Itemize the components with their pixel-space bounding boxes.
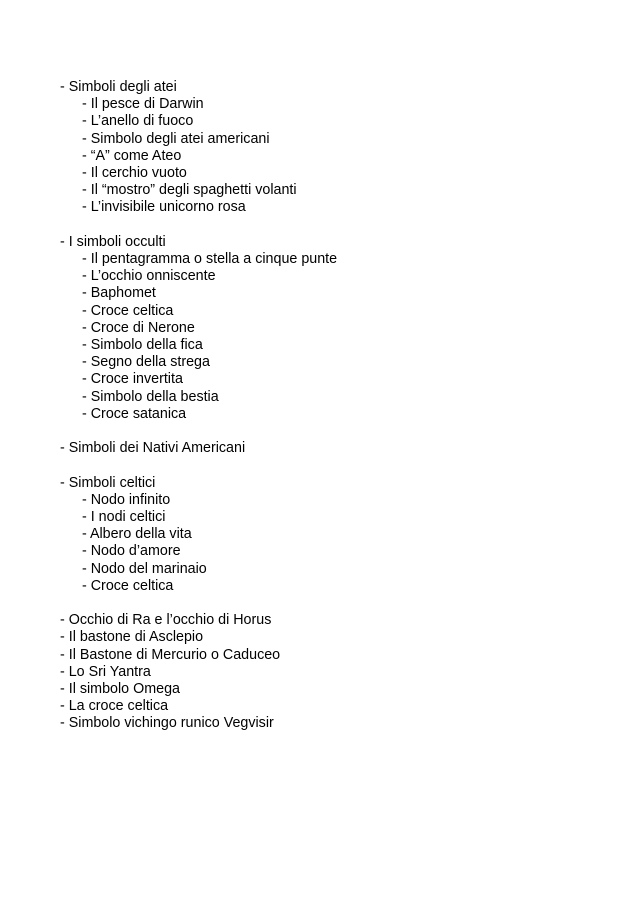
section-atheist-symbols bbox=[60, 79, 620, 217]
spacer bbox=[60, 217, 620, 234]
list-item: - “A” come Ateo bbox=[82, 147, 182, 164]
section-title: - Simboli celtici bbox=[60, 474, 156, 491]
section-occult-symbols bbox=[60, 234, 620, 423]
list-item: - I nodi celtici bbox=[82, 509, 166, 526]
list-item: - L’invisibile unicorno rosa bbox=[82, 199, 246, 216]
document-content bbox=[60, 79, 620, 733]
final-symbol-list bbox=[60, 612, 620, 732]
list-item: - Il simbolo Omega bbox=[60, 681, 180, 698]
list-item: - Segno della strega bbox=[82, 354, 210, 371]
list-item: - Croce di Nerone bbox=[82, 319, 195, 336]
list-item: - Il Bastone di Mercurio o Caduceo bbox=[60, 646, 281, 663]
list-item: - Il pentagramma o stella a cinque punte bbox=[82, 251, 338, 268]
list-item: - Simbolo della bestia bbox=[82, 388, 219, 405]
list-item: - Il cerchio vuoto bbox=[82, 165, 187, 182]
section-title: - Simboli degli atei bbox=[60, 79, 177, 95]
list-item: - Il bastone di Asclepio bbox=[60, 629, 204, 646]
list-item: - L’anello di fuoco bbox=[82, 113, 194, 130]
list-item: - Nodo infinito bbox=[82, 491, 171, 508]
list-item: - Il “mostro” degli spaghetti volanti bbox=[82, 182, 297, 199]
list-item: - La croce celtica bbox=[60, 698, 169, 715]
list-item: - Croce invertita bbox=[82, 371, 183, 388]
spacer bbox=[60, 423, 620, 440]
spacer bbox=[60, 595, 620, 612]
section-title: - Simboli dei Nativi Americani bbox=[60, 440, 246, 457]
list-item: - Simbolo della fica bbox=[82, 337, 203, 354]
section-native-american-symbols bbox=[60, 440, 620, 457]
list-item: - Occhio di Ra e l’occhio di Horus bbox=[60, 612, 272, 629]
list-item: - Albero della vita bbox=[82, 526, 192, 543]
section-celtic-symbols bbox=[60, 475, 620, 595]
list-item: - Lo Sri Yantra bbox=[60, 663, 151, 680]
list-item: - L’occhio onniscente bbox=[82, 268, 216, 285]
list-item: - Simbolo degli atei americani bbox=[82, 130, 270, 147]
list-item: - Croce celtica bbox=[82, 577, 174, 594]
list-item: - Croce celtica bbox=[82, 302, 174, 319]
section-title: - I simboli occulti bbox=[60, 233, 166, 250]
list-item: - Croce satanica bbox=[82, 405, 187, 422]
list-item: - Nodo del marinaio bbox=[82, 560, 207, 577]
list-item: - Simbolo vichingo runico Vegvisir bbox=[60, 715, 274, 732]
list-item: - Il pesce di Darwin bbox=[82, 96, 204, 113]
list-item: - Baphomet bbox=[82, 285, 156, 302]
spacer bbox=[60, 457, 620, 474]
list-item: - Nodo d’amore bbox=[82, 543, 181, 560]
